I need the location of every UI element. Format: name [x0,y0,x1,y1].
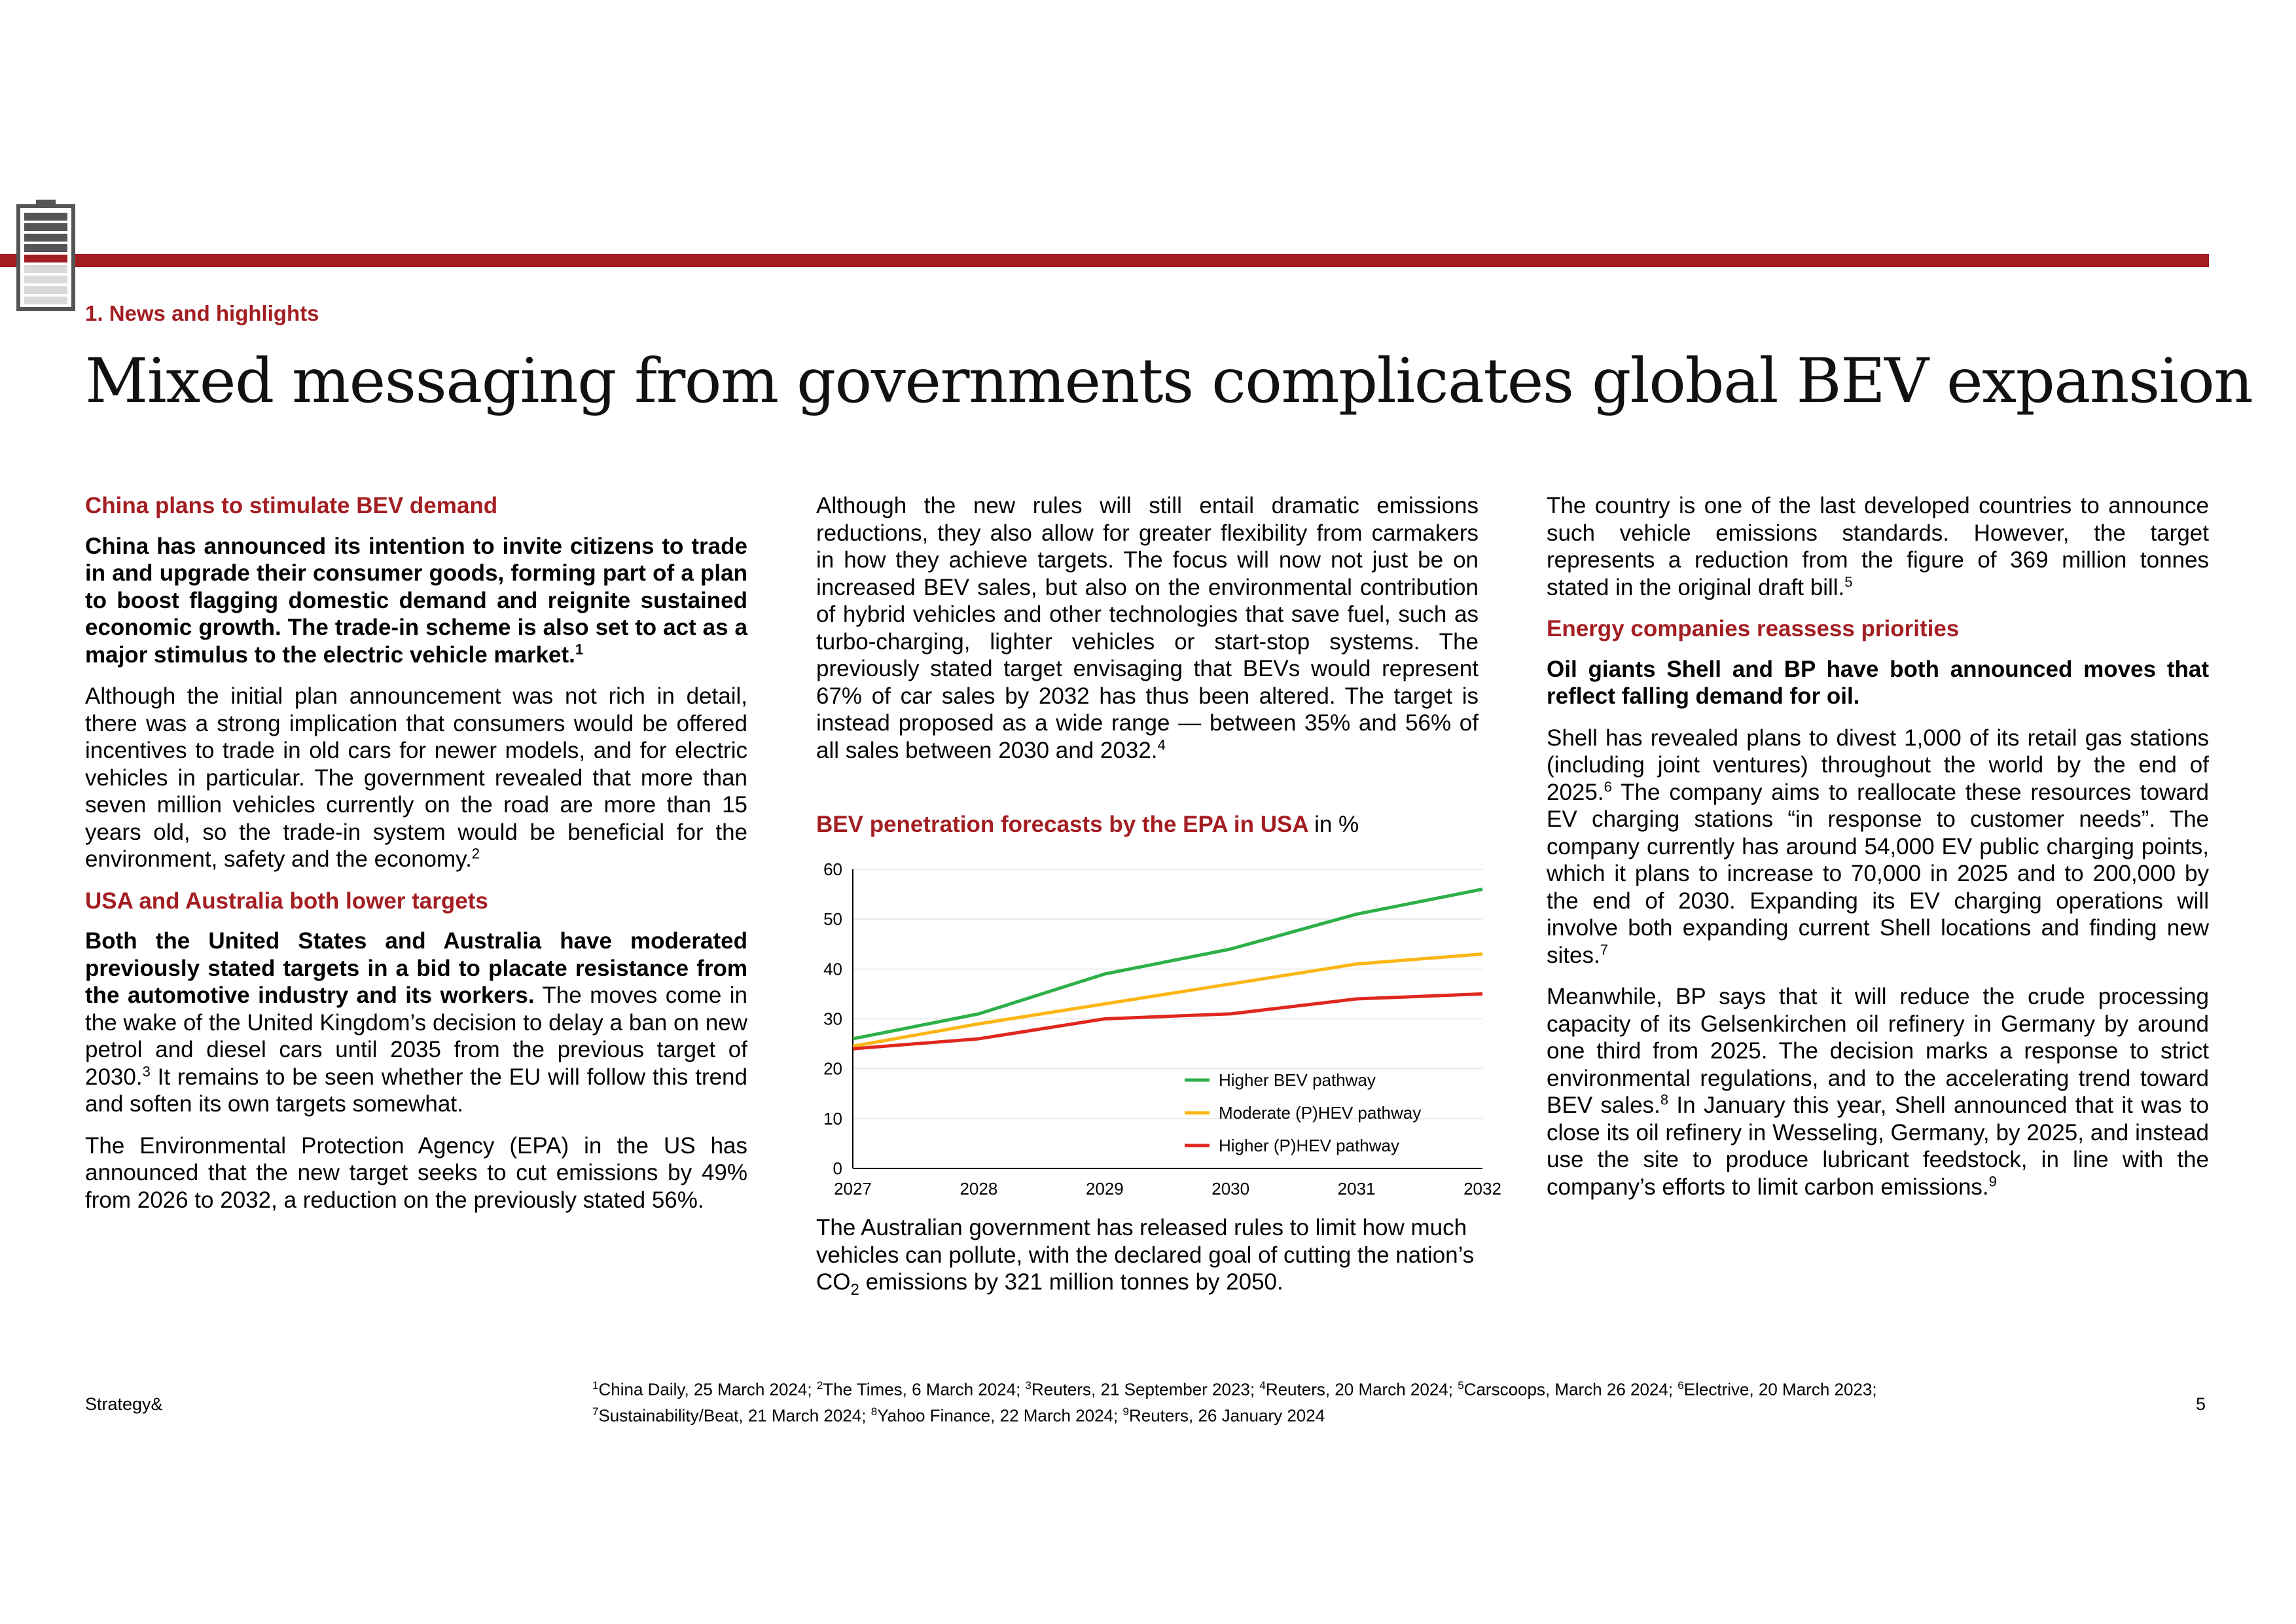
column-2 [816,492,1479,778]
footnote-ref: 2 [471,845,480,862]
paragraph-bp: Meanwhile, BP says that it will reduce the crude processing capacity of its Gelsenkirchen oil refinery in Germany by around one third from 2025. The decision marks a response to strict environmental regulations, and to the accelerating trend toward BEV sales.$^8$ In January this year, Shell announced that it was to close its oil refinery in Wesseling, Germany, by 2025, and instead use the site to produce lubricant feedstock, in line with the company’s efforts to limit carbon emissions.$^9$ [1547,984,2209,1200]
column-1 [85,492,747,1228]
legend-label: Higher BEV pathway [1219,1070,1376,1090]
brand-label: Strategy& [85,1394,163,1414]
lead-china: China has announced its intention to invite citizens to trade in and upgrade their consumer goods, forming part of a plan to boost flagging domestic demand and reignite sustained economic growth. The trade-in scheme is also set to act as a major stimulus to the electric vehicle market.$^1$ [85,533,747,668]
y-tick-label: 50 [823,909,842,929]
footnotes-line-2: $^7$Sustainability/Beat, 21 March 2024; $^8$Yahoo Finance, 22 March 2024; $^9$Reuters, 26 January 2024 [592,1405,1325,1426]
x-tick-label: 2027 [834,1179,872,1199]
footnote-ref: 5 [1844,573,1853,590]
legend-label: Higher (P)HEV pathway [1219,1136,1399,1155]
footnote-ref: 8 [1660,1091,1669,1108]
chart-unit: in % [1314,812,1359,837]
header-rule [0,254,2209,267]
footnotes-line-1: $^1$China Daily, 25 March 2024; $^2$The Times, 6 March 2024; $^3$Reuters, 21 September 2023; $^4$Reuters, 20 March 2024; $^5$Carscoops, March 26 2024; $^6$Electrive, 20 March 2023; [592,1379,1877,1399]
footnote-ref: 3 [142,1062,151,1079]
series-line [853,954,1482,1046]
column-2-bottom [816,1214,1479,1318]
page-title: Mixed messaging from governments complicates global BEV expansion [85,346,2253,417]
subscript: 2 [850,1281,859,1299]
bev-penetration-chart [812,851,1501,1199]
footnote-ref: 1 [575,640,584,657]
footnote-ref: 9 [1988,1172,1997,1189]
x-tick-label: 2029 [1085,1179,1124,1199]
y-tick-label: 40 [823,959,842,979]
lead-energy: Oil giants Shell and BP have both announced moves that reflect falling demand for oil. [1547,656,2209,709]
paragraph-epa: The Environmental Protection Agency (EPA) in the US has announced that the new target seeks to cut emissions by 49% from 2026 to 2032, a reduction on the previously stated 56%. [85,1132,747,1213]
y-tick-label: 0 [833,1159,842,1178]
page-number: 5 [2196,1394,2206,1414]
legend-label: Moderate (P)HEV pathway [1219,1103,1422,1123]
x-tick-label: 2030 [1211,1179,1250,1199]
paragraph-new-rules: Although the new rules will still entail dramatic emissions reductions, they also allow for greater flexibility from carmakers in how they achieve targets. The focus will now not just be on increased BEV sales, but also on the environmental contribution of hybrid vehicles and other technologies that save fuel, such as turbo-charging, lighter vehicles or start-stop systems. The previously stated target envisaging that BEVs would represent 67% of car sales by 2032 has thus been altered. The target is instead proposed as a wide range — between 35% and 56% of all sales between 2030 and 2032.$^4$ [816,493,1479,763]
paragraph-country: The country is one of the last developed countries to announce such vehicle emissions standards. However, the target represents a reduction from the figure of 369 million tonnes stated in the original draft bill.$^5$ [1547,493,2209,600]
y-tick-label: 20 [823,1058,842,1079]
column-3 [1547,492,2209,1215]
heading-usa-australia: USA and Australia both lower targets [85,888,488,914]
footnote-ref: 7 [1600,941,1608,958]
y-tick-label: 30 [823,1009,842,1029]
heading-china: China plans to stimulate BEV demand [85,493,498,518]
paragraph-australia: The Australian government has released rules to limit how much vehicles can pollute, with the declared goal of cutting the nation’s $CO_2$ emissions by 321 million tonnes by 2050. [816,1215,1475,1299]
x-tick-label: 2028 [960,1179,998,1199]
paragraph-china: Although the initial plan announcement was not rich in detail, there was a strong implication that consumers would be offered incentives to trade in old cars for newer models, and for electric vehicles in particular. The government revealed that more than seven million vehicles currently on the road are more than 15 years old, so the trade-in system would be beneficial for the environment, safety and the economy.$^2$ [85,683,747,872]
y-tick-label: 10 [823,1108,842,1128]
heading-energy: Energy companies reassess priorities [1547,616,1960,641]
paragraph-shell: Shell has revealed plans to divest 1,000 of its retail gas stations (including joint ventures) throughout the world by the end of 2025.$^6$ The company aims to reallocate these resources toward EV charging stations “in response to customer needs”. The company currently has around 54,000 EV public charging points, which it plans to increase to 70,000 in 2025 and to 200,000 by the end of 2030. Expanding its EV charging operations will involve both expanding current Shell locations and finding new sites.$^7$ [1547,725,2209,968]
footnote-ref: 4 [1157,736,1166,753]
section-label: 1. News and highlights [85,301,319,325]
x-tick-label: 2031 [1337,1179,1376,1199]
battery-icon [16,200,75,311]
x-tick-label: 2032 [1463,1179,1501,1199]
y-tick-label: 60 [823,859,842,879]
chart-title: BEV penetration forecasts by the EPA in USA in % [816,812,1359,837]
footnotes [592,1375,1877,1426]
footnote-ref: 6 [1604,778,1612,795]
paragraph-usa-australia: Both the United States and Australia have moderated previously stated targets in a bid to placate resistance from the automotive industry and its workers. The moves come in the wake of the United Kingdom’s decision to delay a ban on new petrol and diesel cars until 2035 from the previous target of 2030.$^3$ It remains to be seen whether the EU will follow this trend and soften its own targets somewhat. [85,928,747,1117]
